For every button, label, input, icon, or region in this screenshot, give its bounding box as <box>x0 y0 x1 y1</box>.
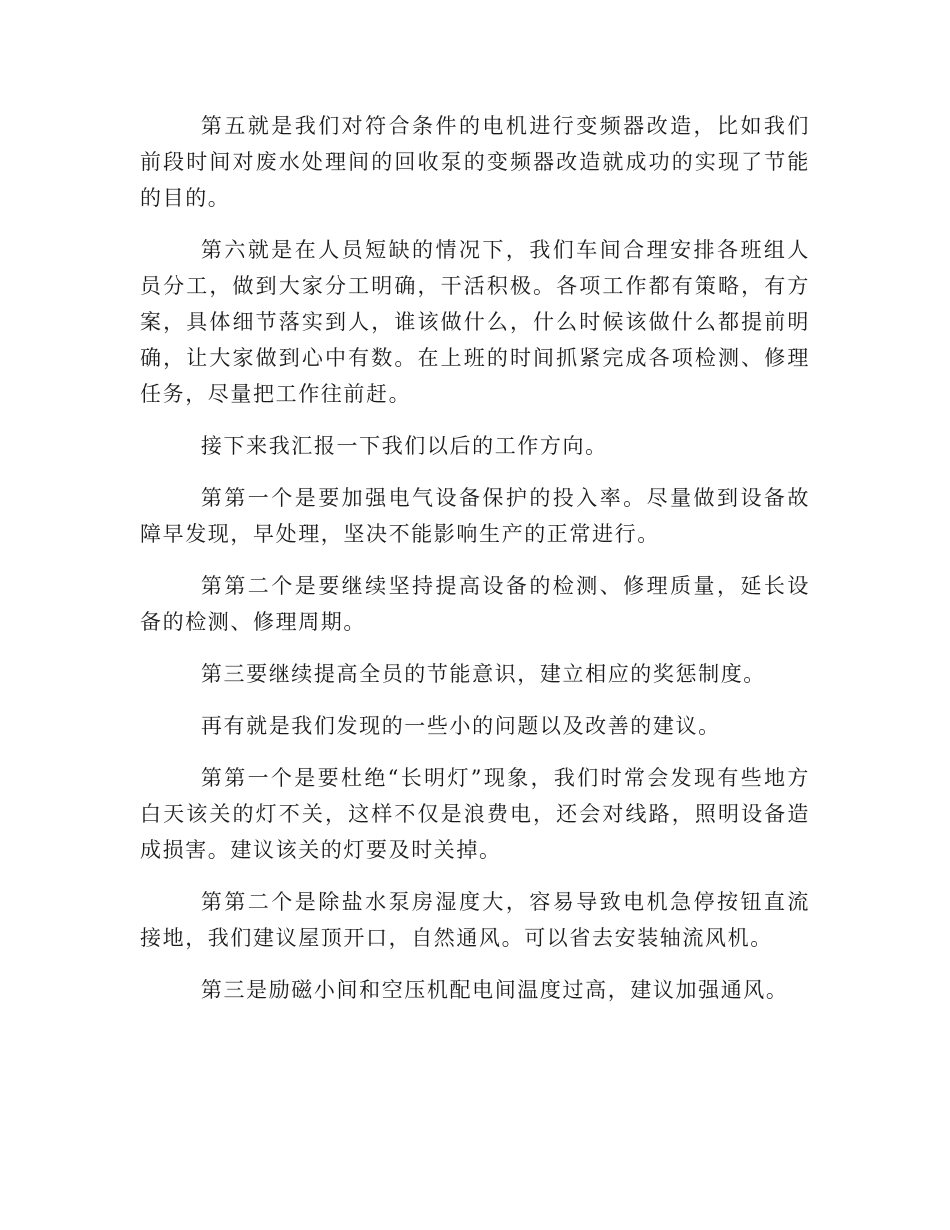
paragraph-protection-rate: 第第一个是要加强电气设备保护的投入率。尽量做到设备故障早发现，早处理，坚决不能影响生产的正常进行。 <box>140 486 810 546</box>
paragraph-pump-room: 第第二个是除盐水泵房湿度大，容易导致电机急停按钮直流接地，我们建议屋顶开口，自然通风。可以省去安装轴流风机。 <box>140 890 810 950</box>
paragraph-suggestions-intro: 再有就是我们发现的一些小的问题以及改善的建议。 <box>200 714 721 738</box>
paragraph-variable-frequency: 第五就是我们对符合条件的电机进行变频器改造，比如我们前段时间对废水处理间的回收泵的变频器改造就成功的实现了节能的目的。 <box>140 114 810 210</box>
paragraph-repair-quality: 第第二个是要继续坚持提高设备的检测、修理质量，延长设备的检测、修理周期。 <box>140 574 810 634</box>
paragraph-energy-awareness: 第三要继续提高全员的节能意识，建立相应的奖惩制度。 <box>200 662 766 686</box>
paragraph-lights: 第第一个是要杜绝“长明灯”现象，我们时常会发现有些地方白天该关的灯不关，这样不仅是浪费电，还会对线路，照明设备造成损害。建议该关的灯要及时关掉。 <box>140 766 810 862</box>
paragraph-ventilation: 第三是励磁小间和空压机配电间温度过高，建议加强通风。 <box>200 978 789 1002</box>
paragraph-future-direction: 接下来我汇报一下我们以后的工作方向。 <box>200 434 608 458</box>
paragraph-staffing: 第六就是在人员短缺的情况下，我们车间合理安排各班组人员分工，做到大家分工明确，干活积极。各项工作都有策略，有方案，具体细节落实到人，谁该做什么，什么时候该做什么都提前明确，让大家做到心中有数。在上班的时间抓紧完成各项检测、修理任务，尽量把工作往前赶。 <box>140 238 810 406</box>
